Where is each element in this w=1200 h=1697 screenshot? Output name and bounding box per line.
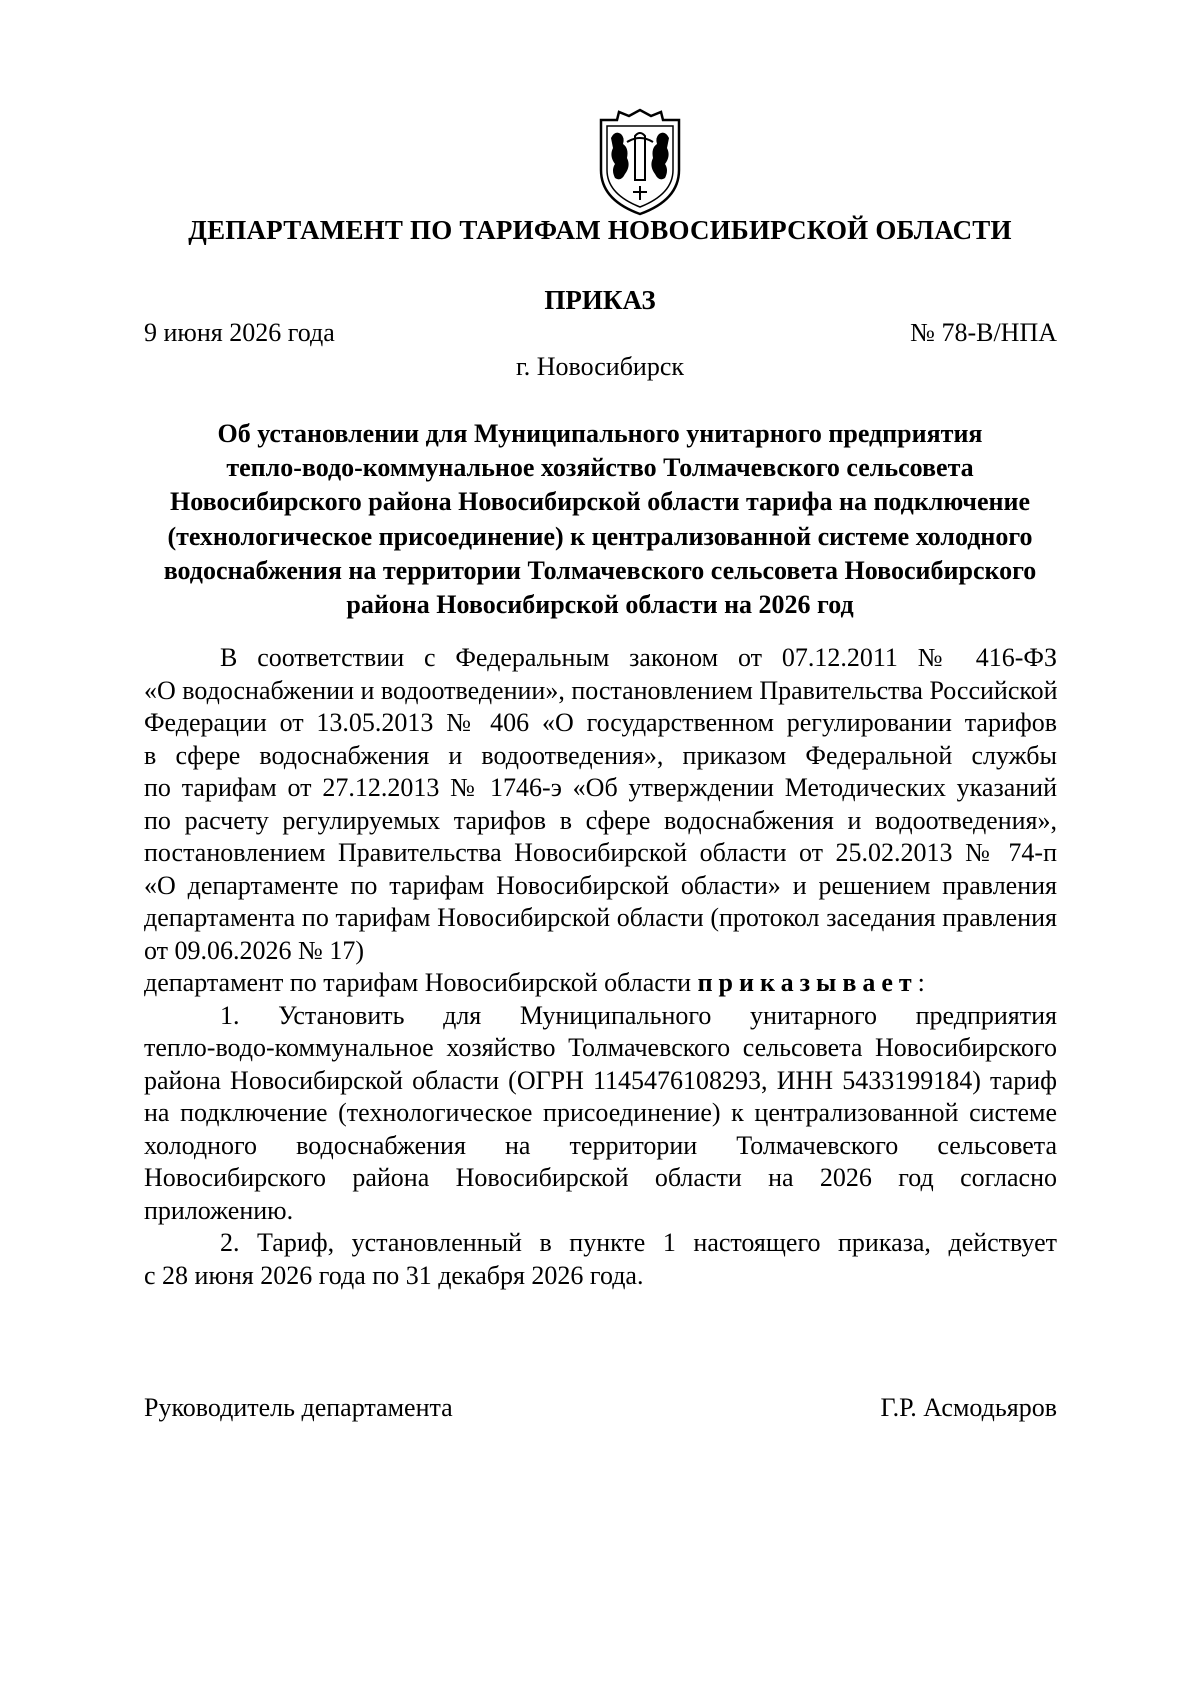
order-number: № 78-В/НПА: [910, 318, 1057, 347]
preamble-line: от 09.06.2026 № 17): [144, 935, 364, 965]
signatory-name: Г.Р. Асмодьяров: [880, 1393, 1057, 1422]
decree-suffix: :: [917, 968, 925, 997]
item2-line: с 28 июня 2026 года по 31 декабря 2026 года.: [144, 1260, 644, 1290]
preamble-line: по тарифам от 27.12.2013 № 1746-э «Об утверждении Методических указаний: [144, 773, 1057, 802]
item1-line: холодного водоснабжения на территории Толмачевского сельсовета: [144, 1130, 1057, 1160]
order-body: [144, 642, 1057, 1292]
item1-line: приложению.: [144, 1195, 294, 1225]
decree-prefix: департамент по тарифам Новосибирской области: [144, 968, 698, 997]
preamble-line: В соответствии с Федеральным законом от 07.12.2011 № 416-ФЗ: [220, 643, 1057, 672]
decree-word: приказывает: [697, 968, 918, 997]
item1-line: тепло-водо-коммунальное хозяйство Толмачевского сельсовета Новосибирского: [144, 1033, 1057, 1062]
preamble-line: департамента по тарифам Новосибирской области (протокол заседания правления: [144, 903, 1057, 932]
signatory-position: Руководитель департамента: [144, 1393, 453, 1422]
subject-line: водоснабжения на территории Толмачевского сельсовета Новосибирского: [163, 555, 1037, 585]
order-city: г. Новосибирск: [515, 352, 685, 381]
preamble-line: «О водоснабжении и водоотведении», постановлением Правительства Российской: [144, 675, 1058, 705]
preamble-line: постановлением Правительства Новосибирской области от 25.02.2013 № 74-п: [144, 838, 1057, 867]
preamble-line: «О департаменте по тарифам Новосибирской области» и решением правления: [144, 870, 1057, 900]
order-subject: [140, 417, 1060, 622]
preamble-line: по расчету регулируемых тарифов в сфере водоснабжения и водоотведения»,: [144, 805, 1057, 835]
order-date: 9 июня 2026 года: [144, 318, 335, 347]
department-name: ДЕПАРТАМЕНТ ПО ТАРИФАМ НОВОСИБИРСКОЙ ОБЛАСТИ: [188, 215, 1012, 245]
coat-of-arms-icon: [597, 108, 683, 216]
preamble-line: в сфере водоснабжения и водоотведения», приказом Федеральной службы: [144, 740, 1057, 770]
document-type: ПРИКАЗ: [544, 285, 656, 315]
item1-line: района Новосибирской области (ОГРН 1145476108293, ИНН 5433199184) тариф: [144, 1065, 1057, 1095]
subject-line: тепло-водо-коммунальное хозяйство Толмачевского сельсовета: [226, 453, 974, 483]
item1-line: на подключение (технологическое присоединение) к централизованной системе: [144, 1098, 1057, 1127]
subject-line: (технологическое присоединение) к централизованной системе холодного: [167, 521, 1033, 551]
item2-line: 2. Тариф, установленный в пункте 1 настоящего приказа, действует: [220, 1228, 1057, 1257]
item1-line: 1. Установить для Муниципального унитарного предприятия: [220, 1000, 1057, 1030]
subject-line: Об установлении для Муниципального унитарного предприятия: [217, 419, 983, 448]
decree-line: [144, 967, 1057, 1000]
subject-line: Новосибирского района Новосибирской области тарифа на подключение: [170, 487, 1030, 517]
subject-line: района Новосибирской области на 2026 год: [346, 590, 854, 620]
preamble-line: Федерации от 13.05.2013 № 406 «О государственном регулировании тарифов: [144, 708, 1057, 737]
item1-line: Новосибирского района Новосибирской области на 2026 год согласно: [144, 1163, 1057, 1192]
